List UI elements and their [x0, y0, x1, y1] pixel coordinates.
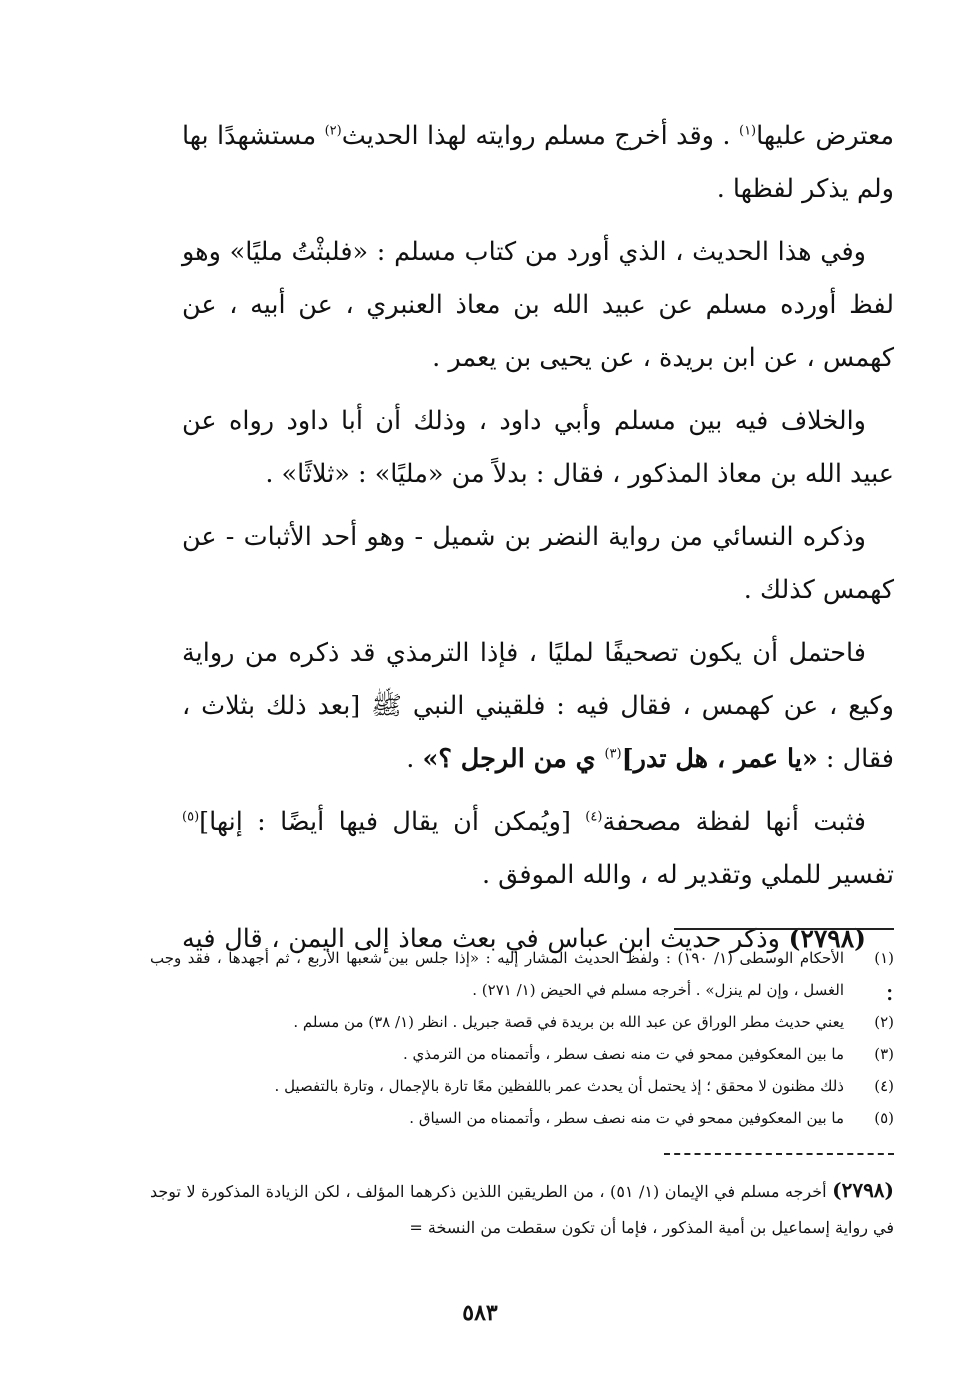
paragraph-5 — [182, 627, 894, 786]
footnote-ref-5[interactable]: (٥) — [182, 809, 200, 825]
paragraph-1-text-b: . وقد أخرج مسلم روايته لهذا الحديث — [341, 121, 739, 151]
footnote-1 — [150, 942, 894, 1006]
page-number: ٥٨٣ — [462, 1300, 498, 1326]
footnote-number: (٥) — [874, 1109, 894, 1127]
footnote-number: (١) — [874, 949, 894, 967]
footnote-number: (٢) — [874, 1013, 894, 1031]
commentary-note — [150, 1172, 894, 1246]
paragraph-1-text-c: مستشهدًا بها ولم يذكر لفظها . — [182, 121, 894, 204]
paragraph-6-text-b: [ويُمكن أن يقال فيها أيضًا : إنها] — [199, 807, 586, 837]
commentary-divider — [664, 1153, 894, 1155]
footnote-number: (٤) — [874, 1077, 894, 1095]
footnotes — [150, 942, 894, 1134]
footnote-ref-2[interactable]: (٢) — [324, 123, 342, 139]
footnote-divider — [674, 928, 894, 930]
footnote-text: ذلك مظنون لا محقق ؛ إذ يحتمل أن يحدث عمر باللفظين معًا تارة بالإجمال ، وتارة بالتفصيل . — [274, 1077, 844, 1095]
footnote-5 — [150, 1102, 894, 1134]
paragraph-1-text-a: معترض عليها — [756, 121, 894, 151]
footnote-text: يعني حديث مطر الوراق عن عبد الله بن بريدة في قصة جبريل . انظر (١/ ٣٨) من مسلم . — [293, 1013, 844, 1031]
paragraph-4: وذكره النسائي من رواية النضر بن شميل - وهو أحد الأثبات - عن كهمس كذلك . — [182, 522, 894, 605]
footnote-text: ما بين المعكوفين ممحو في ت منه نصف سطر ، وأتممناه من السياق . — [409, 1109, 844, 1127]
paragraph-3: والخلاف فيه بين مسلم وأبي داود ، وذلك أن أبا داود رواه عن عبيد الله بن معاذ المذكور ، فقال : بدلاً من «مليًا» : «ثلاثًا» . — [182, 406, 894, 489]
commentary-hadith-number: (٢٧٩٨) — [832, 1178, 895, 1202]
paragraph-2: وفي هذا الحديث ، الذي أورد من كتاب مسلم : «فلبثْتُ مليًا» وهو لفظ أورده مسلم عن عبيد الله بن معاذ العنبري ، عن أبيه ، عن كهمس ، عن ابن بريدة ، عن يحيى بن يعمر . — [182, 237, 894, 373]
footnote-4 — [150, 1070, 894, 1102]
footnote-3 — [150, 1038, 894, 1070]
paragraph-1 — [182, 110, 894, 216]
hadith-number: (٢٧٩٨) — [788, 924, 866, 953]
footnote-ref-1[interactable]: (١) — [738, 123, 757, 139]
footnote-ref-3[interactable]: (٣) — [604, 746, 622, 762]
commentary-text: أخرجه مسلم في الإيمان (١/ ٥١) ، من الطريقين اللذين ذكرهما المؤلف ، لكن الزيادة المذكورة لا توجد في رواية إسماعيل بن أمية المذكور ، فإما أن تكون سقطت من النسخة = — [150, 1182, 894, 1237]
paragraph-6 — [182, 796, 894, 902]
footnote-2 — [150, 1006, 894, 1038]
paragraph-5-quote: «يا عمر ، هل تدر] — [621, 744, 818, 774]
footnote-text: الأحكام الوسطى (١/ ١٩٠) : ولفظ الحديث المشار إليه : «إذا جلس بين شعبها الأربع ، ثم أجهدها ، فقد وجب الغسل ، وإن لم ينزل» . أخرجه مسلم في الحيض (١/ ٢٧١) . — [150, 949, 844, 999]
main-text — [182, 110, 894, 1029]
paragraph-5-text-a: فاحتمل أن يكون تصحيفًا لمليًا ، فإذا الترمذي قد ذكره من رواية وكيع ، عن كهمس ، فقال فيه : فلقيني النبي ﷺ [بعد ذلك بثلاث ، فقال : — [182, 638, 894, 774]
paragraph-6-text-c: تفسير للملي وتقدير له ، والله الموفق . — [481, 860, 894, 890]
footnote-number: (٣) — [874, 1045, 894, 1063]
footnote-ref-4[interactable]: (٤) — [585, 809, 603, 825]
paragraph-7-text: وذكر حديث ابن عباس في بعث معاذ إلى اليمن ، قال فيه : — [182, 924, 894, 1007]
paragraph-5-quote-end: ي من الرجل ؟» — [422, 744, 605, 774]
paragraph-6-text-a: فثبت أنها لفظة مصحفة — [602, 807, 866, 837]
paragraph-5-text-d: . — [406, 744, 423, 774]
footnote-text: ما بين المعكوفين ممحو في ت منه نصف سطر ، وأتممناه من الترمذي . — [402, 1045, 844, 1063]
